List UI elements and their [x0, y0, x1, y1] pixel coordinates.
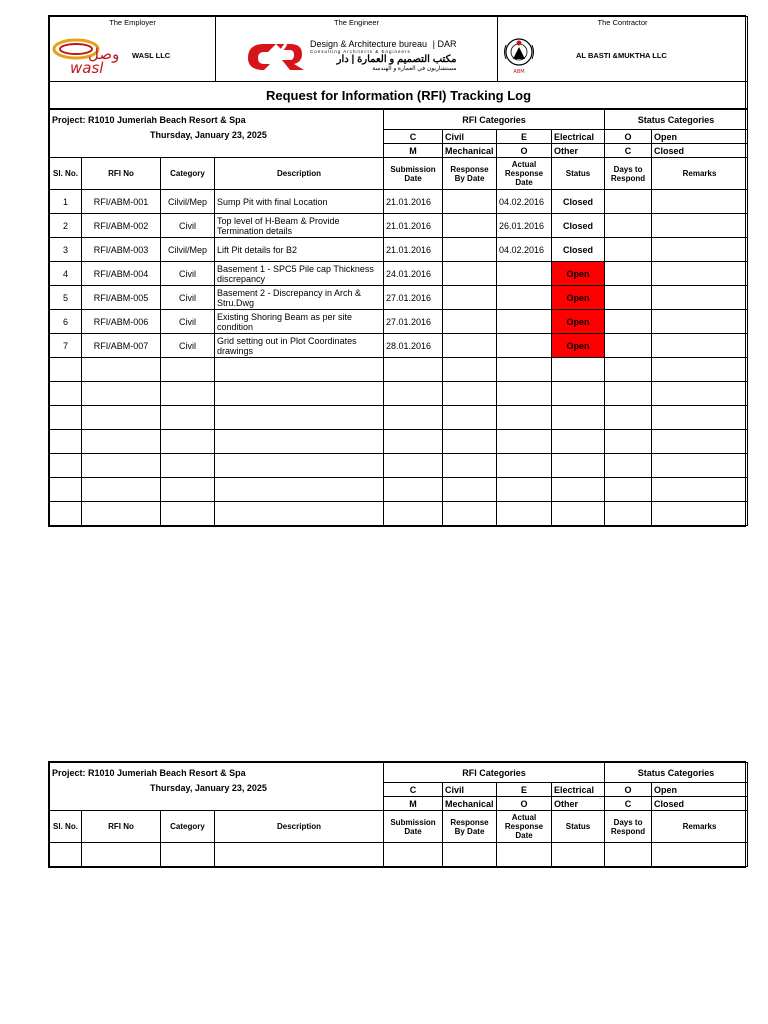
- cell-sl: 1: [50, 190, 82, 214]
- cell-sl: 5: [50, 286, 82, 310]
- empty-cell: [443, 358, 497, 382]
- empty-cell: [384, 430, 443, 454]
- empty-table-row: [50, 358, 748, 382]
- cell-status: Closed: [552, 238, 605, 262]
- engineer-line1: Design & Architecture bureau: [310, 38, 428, 49]
- svg-text:ABM: ABM: [513, 69, 525, 75]
- empty-table-row: [50, 382, 748, 406]
- empty-cell: [652, 843, 748, 867]
- empty-cell: [652, 502, 748, 526]
- empty-cell: [161, 358, 215, 382]
- project-label: Project: R1010 Jumeriah Beach Resort & Spa: [50, 110, 384, 130]
- empty-cell: [552, 478, 605, 502]
- cell-status: Open: [552, 334, 605, 358]
- empty-cell: [215, 454, 384, 478]
- col-header-rfi: RFI No: [82, 811, 161, 843]
- empty-cell: [215, 406, 384, 430]
- cell-status: Closed: [552, 214, 605, 238]
- svg-text:wasl: wasl: [70, 59, 104, 75]
- status-cat-name: Closed: [652, 144, 748, 158]
- empty-cell: [161, 478, 215, 502]
- contractor-cell: [498, 17, 748, 82]
- cell-response: [443, 190, 497, 214]
- empty-cell: [605, 430, 652, 454]
- empty-cell: [443, 478, 497, 502]
- empty-cell: [605, 406, 652, 430]
- cell-status: Open: [552, 310, 605, 334]
- cell-submission: 24.01.2016: [384, 262, 443, 286]
- empty-cell: [82, 843, 161, 867]
- rfi-log-sheet-1: [48, 15, 746, 527]
- empty-table-row: [50, 430, 748, 454]
- cell-actual: [497, 310, 552, 334]
- cell-actual: 04.02.2016: [497, 238, 552, 262]
- empty-cell: [497, 502, 552, 526]
- cell-submission: 28.01.2016: [384, 334, 443, 358]
- col-header-response: Response By Date: [443, 811, 497, 843]
- empty-cell: [497, 843, 552, 867]
- cell-category: Cilvil/Mep: [161, 190, 215, 214]
- employer-cell: [50, 17, 216, 82]
- empty-cell: [82, 502, 161, 526]
- cell-submission: 21.01.2016: [384, 238, 443, 262]
- status-cat-code: O: [605, 783, 652, 797]
- cell-category: Civil: [161, 286, 215, 310]
- empty-cell: [443, 843, 497, 867]
- engineer-arabic2: مستشاريون في العمارة و الهندسة: [372, 65, 457, 72]
- empty-cell: [443, 454, 497, 478]
- rfi-table-1: [49, 109, 748, 526]
- empty-cell: [82, 478, 161, 502]
- empty-cell: [384, 502, 443, 526]
- header-logos-table: [49, 16, 748, 109]
- cell-days: [605, 190, 652, 214]
- cell-days: [605, 310, 652, 334]
- rfi-cat-name: Civil: [443, 783, 497, 797]
- empty-cell: [552, 406, 605, 430]
- empty-cell: [50, 454, 82, 478]
- empty-cell: [82, 358, 161, 382]
- contractor-name: AL BASTI &MUKTHA LLC: [576, 50, 667, 60]
- cell-actual: [497, 286, 552, 310]
- col-header-sl: Sl. No.: [50, 811, 82, 843]
- empty-cell: [652, 478, 748, 502]
- wasl-logo: [50, 35, 128, 75]
- empty-cell: [384, 406, 443, 430]
- status-categories-label: Status Categories: [605, 110, 748, 130]
- col-header-remarks: Remarks: [652, 158, 748, 190]
- engineer-role-label: The Engineer: [333, 18, 380, 27]
- empty-cell: [605, 358, 652, 382]
- cell-response: [443, 310, 497, 334]
- cell-description: Basement 1 - SPC5 Pile cap Thickness discrepancy: [215, 262, 384, 286]
- col-header-description: Description: [215, 158, 384, 190]
- empty-cell: [161, 454, 215, 478]
- table-row: [50, 334, 748, 358]
- cell-sl: 3: [50, 238, 82, 262]
- cell-response: [443, 334, 497, 358]
- status-cat-code: C: [605, 797, 652, 811]
- table-row: [50, 286, 748, 310]
- cell-category: Civil: [161, 214, 215, 238]
- rfi-cat-name: Mechanical: [443, 144, 497, 158]
- cell-actual: [497, 334, 552, 358]
- empty-cell: [215, 358, 384, 382]
- empty-cell: [161, 382, 215, 406]
- empty-cell: [50, 502, 82, 526]
- table-row: [50, 214, 748, 238]
- empty-cell: [552, 382, 605, 406]
- cell-actual: [497, 262, 552, 286]
- empty-cell: [605, 382, 652, 406]
- empty-cell: [443, 382, 497, 406]
- engineer-arabic1: مكتب التصميم و العمارة: [357, 53, 457, 65]
- empty-cell: [161, 406, 215, 430]
- empty-cell: [384, 454, 443, 478]
- status-cat-code: C: [605, 144, 652, 158]
- status-cat-code: O: [605, 130, 652, 144]
- cell-submission: 21.01.2016: [384, 190, 443, 214]
- table-row: [50, 310, 748, 334]
- empty-cell: [50, 358, 82, 382]
- cell-sl: 4: [50, 262, 82, 286]
- dar-logo: [246, 38, 308, 72]
- col-header-actual: Actual Response Date: [497, 811, 552, 843]
- employer-name: WASL LLC: [132, 50, 171, 60]
- cell-category: Cilvil/Mep: [161, 238, 215, 262]
- rfi-cat-code: C: [384, 783, 443, 797]
- rfi-cat-name: Mechanical: [443, 797, 497, 811]
- cell-remarks: [652, 286, 748, 310]
- cell-remarks: [652, 190, 748, 214]
- cell-description: Sump Pit with final Location: [215, 190, 384, 214]
- empty-cell: [215, 382, 384, 406]
- empty-cell: [652, 454, 748, 478]
- cell-rfi: RFI/ABM-004: [82, 262, 161, 286]
- empty-cell: [552, 358, 605, 382]
- rfi-categories-label: RFI Categories: [384, 763, 605, 783]
- status-categories-label: Status Categories: [605, 763, 748, 783]
- cell-sl: 2: [50, 214, 82, 238]
- col-header-rfi: RFI No: [82, 158, 161, 190]
- empty-cell: [215, 430, 384, 454]
- empty-cell: [497, 454, 552, 478]
- rfi-log-sheet-2: [48, 761, 746, 868]
- empty-cell: [384, 843, 443, 867]
- cell-submission: 21.01.2016: [384, 214, 443, 238]
- empty-cell: [384, 358, 443, 382]
- col-header-days: Days to Respond: [605, 158, 652, 190]
- col-header-submission: Submission Date: [384, 158, 443, 190]
- cell-remarks: [652, 238, 748, 262]
- rfi-cat-name: Electrical: [552, 783, 605, 797]
- table-row: [50, 262, 748, 286]
- empty-table-row: [50, 843, 748, 867]
- status-cat-name: Open: [652, 783, 748, 797]
- column-header-row: [50, 158, 748, 190]
- cell-description: Grid setting out in Plot Coordinates drawings: [215, 334, 384, 358]
- empty-cell: [443, 406, 497, 430]
- col-header-submission: Submission Date: [384, 811, 443, 843]
- cell-description: Existing Shoring Beam as per site condition: [215, 310, 384, 334]
- cell-category: Civil: [161, 262, 215, 286]
- engineer-cell: The Engineer Design & Architecture bureau | DAR Consulting Architects & Engineers مكتب التصميم و العمارة | دار مستشاريون في العمارة و الهندسة: [216, 17, 498, 82]
- empty-cell: [443, 502, 497, 526]
- cell-response: [443, 286, 497, 310]
- cell-description: Basement 2 - Discrepancy in Arch & Stru.Dwg: [215, 286, 384, 310]
- cell-remarks: [652, 262, 748, 286]
- empty-cell: [652, 358, 748, 382]
- cell-description: Top level of H-Beam & Provide Termination details: [215, 214, 384, 238]
- cell-rfi: RFI/ABM-003: [82, 238, 161, 262]
- svg-text:وصل: وصل: [88, 45, 120, 63]
- col-header-category: Category: [161, 811, 215, 843]
- rfi-cat-code: O: [497, 797, 552, 811]
- empty-cell: [384, 478, 443, 502]
- empty-cell: [50, 406, 82, 430]
- rfi-cat-code: E: [497, 783, 552, 797]
- cell-category: Civil: [161, 334, 215, 358]
- cell-remarks: [652, 334, 748, 358]
- cell-response: [443, 214, 497, 238]
- col-header-response: Response By Date: [443, 158, 497, 190]
- rfi-categories-label: RFI Categories: [384, 110, 605, 130]
- col-header-category: Category: [161, 158, 215, 190]
- empty-table-row: [50, 478, 748, 502]
- empty-cell: [552, 843, 605, 867]
- cell-actual: 26.01.2016: [497, 214, 552, 238]
- cell-status: Closed: [552, 190, 605, 214]
- empty-cell: [497, 430, 552, 454]
- column-header-row: [50, 811, 748, 843]
- empty-cell: [652, 382, 748, 406]
- empty-cell: [50, 843, 82, 867]
- empty-cell: [552, 502, 605, 526]
- cell-remarks: [652, 214, 748, 238]
- cell-sl: 7: [50, 334, 82, 358]
- cell-remarks: [652, 310, 748, 334]
- empty-cell: [497, 406, 552, 430]
- empty-table-row: [50, 406, 748, 430]
- col-header-description: Description: [215, 811, 384, 843]
- empty-cell: [552, 454, 605, 478]
- empty-cell: [161, 502, 215, 526]
- project-label: Project: R1010 Jumeriah Beach Resort & Spa: [50, 763, 384, 783]
- abm-logo: [500, 35, 538, 75]
- empty-cell: [215, 478, 384, 502]
- page-title: Request for Information (RFI) Tracking Log: [50, 82, 748, 109]
- col-header-remarks: Remarks: [652, 811, 748, 843]
- log-date: Thursday, January 23, 2025: [150, 782, 267, 793]
- contractor-role-label: The Contractor: [597, 18, 648, 27]
- empty-cell: [82, 430, 161, 454]
- cell-days: [605, 262, 652, 286]
- engineer-dar: DAR: [437, 38, 457, 49]
- empty-cell: [443, 430, 497, 454]
- cell-status: Open: [552, 286, 605, 310]
- status-cat-name: Open: [652, 130, 748, 144]
- col-header-actual: Actual Response Date: [497, 158, 552, 190]
- col-header-status: Status: [552, 158, 605, 190]
- empty-cell: [605, 454, 652, 478]
- cell-description: Lift Pit details for B2: [215, 238, 384, 262]
- empty-cell: [497, 358, 552, 382]
- col-header-status: Status: [552, 811, 605, 843]
- empty-cell: [605, 478, 652, 502]
- cell-days: [605, 286, 652, 310]
- rfi-cat-code: M: [384, 797, 443, 811]
- empty-cell: [552, 430, 605, 454]
- table-row: [50, 238, 748, 262]
- cell-sl: 6: [50, 310, 82, 334]
- cell-days: [605, 238, 652, 262]
- empty-cell: [652, 406, 748, 430]
- cell-actual: 04.02.2016: [497, 190, 552, 214]
- empty-cell: [82, 406, 161, 430]
- empty-cell: [497, 382, 552, 406]
- empty-cell: [50, 430, 82, 454]
- rfi-cat-code: M: [384, 144, 443, 158]
- rfi-cat-name: Electrical: [552, 130, 605, 144]
- cell-submission: 27.01.2016: [384, 286, 443, 310]
- table-row: [50, 190, 748, 214]
- empty-cell: [82, 382, 161, 406]
- cell-days: [605, 214, 652, 238]
- rfi-cat-code: C: [384, 130, 443, 144]
- cell-status: Open: [552, 262, 605, 286]
- empty-cell: [50, 478, 82, 502]
- rfi-cat-name: Other: [552, 797, 605, 811]
- engineer-arabic-dar: دار: [336, 53, 349, 65]
- empty-cell: [497, 478, 552, 502]
- cell-submission: 27.01.2016: [384, 310, 443, 334]
- empty-cell: [82, 454, 161, 478]
- cell-days: [605, 334, 652, 358]
- cell-rfi: RFI/ABM-001: [82, 190, 161, 214]
- log-date: Thursday, January 23, 2025: [150, 129, 267, 140]
- cell-rfi: RFI/ABM-007: [82, 334, 161, 358]
- empty-cell: [161, 843, 215, 867]
- col-header-sl: Sl. No.: [50, 158, 82, 190]
- employer-role-label: The Employer: [109, 18, 156, 27]
- empty-cell: [384, 382, 443, 406]
- empty-cell: [215, 502, 384, 526]
- rfi-cat-code: O: [497, 144, 552, 158]
- rfi-cat-name: Other: [552, 144, 605, 158]
- cell-rfi: RFI/ABM-006: [82, 310, 161, 334]
- cell-response: [443, 262, 497, 286]
- col-header-days: Days to Respond: [605, 811, 652, 843]
- cell-response: [443, 238, 497, 262]
- engineer-line2: Consulting Architects & Engineers: [310, 48, 411, 54]
- rfi-table-2: [49, 762, 748, 867]
- cell-category: Civil: [161, 310, 215, 334]
- empty-cell: [652, 430, 748, 454]
- empty-cell: [50, 382, 82, 406]
- rfi-cat-name: Civil: [443, 130, 497, 144]
- cell-rfi: RFI/ABM-002: [82, 214, 161, 238]
- status-cat-name: Closed: [652, 797, 748, 811]
- empty-cell: [161, 430, 215, 454]
- empty-cell: [605, 843, 652, 867]
- empty-cell: [605, 502, 652, 526]
- cell-rfi: RFI/ABM-005: [82, 286, 161, 310]
- rfi-cat-code: E: [497, 130, 552, 144]
- empty-cell: [215, 843, 384, 867]
- empty-table-row: [50, 502, 748, 526]
- empty-table-row: [50, 454, 748, 478]
